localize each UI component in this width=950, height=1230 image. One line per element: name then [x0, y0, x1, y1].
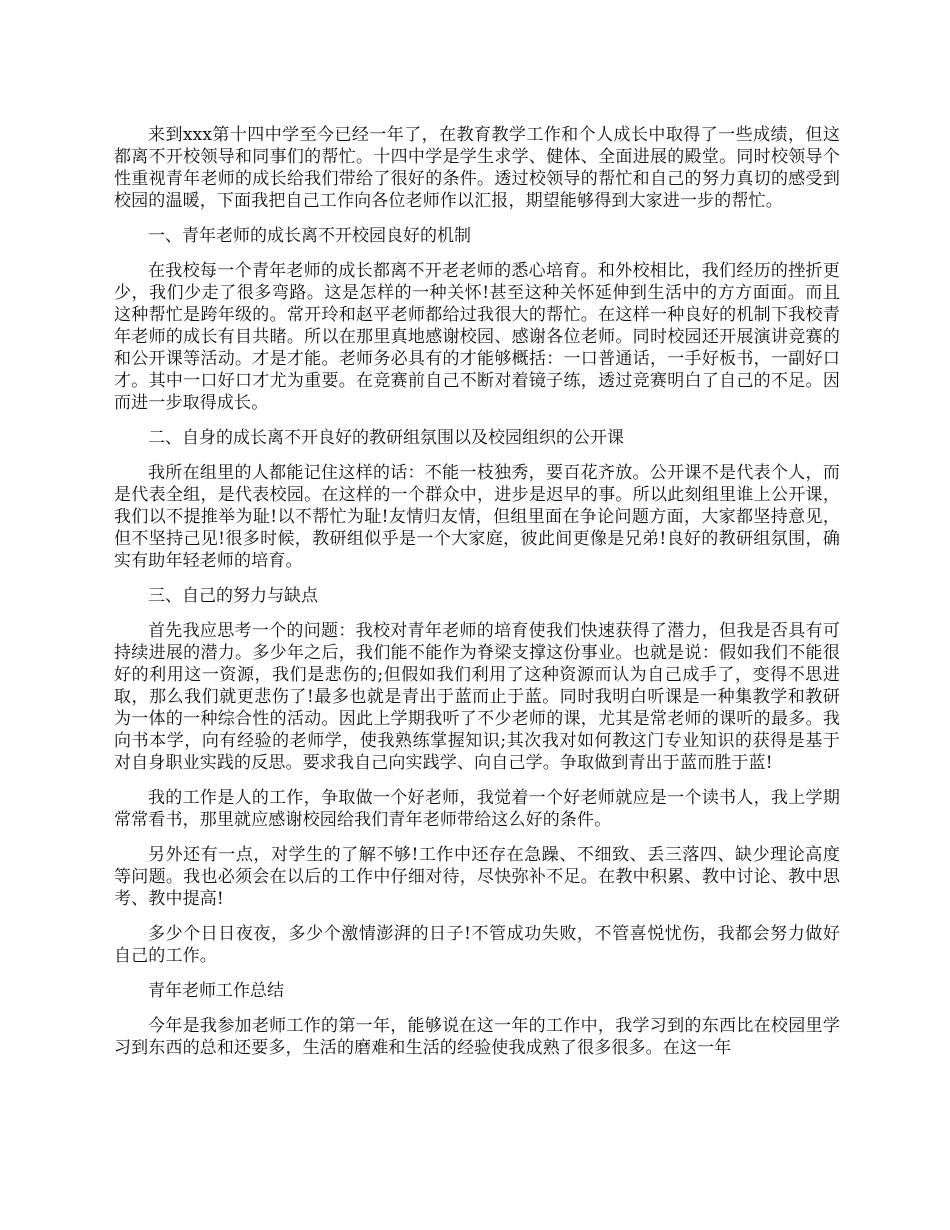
document-body — [114, 124, 840, 1072]
section-heading-1: 一、青年老师的成长离不开校园良好的机制 — [148, 226, 471, 246]
section-heading-3: 三、自己的努力与缺点 — [148, 586, 318, 606]
paragraph-section-3d: 多少个日日夜夜，多少个激情澎湃的日子!不管成功失败，不管喜悦忧伤，我都会努力做好自己的工作。 — [114, 924, 840, 966]
paragraph-section-1: 在我校每一个青年老师的成长都离不开老老师的悉心培育。和外校相比，我们经历的挫折更少，我们少走了很多弯路。这是怎样的一种关怀!甚至这种关怀延伸到生活中的方方面面。而且这种帮忙是跨年级的。常开玲和赵平老师都给过我很大的帮忙。在这样一种良好的机制下我校青年老师的成长有目共睹。所以在那里真地感谢校园、感谢各位老师。同时校园还开展演讲竞赛的和公开课等活动。才是才能。老师务必具有的才能够概括：一口普通话，一手好板书，一副好口才。其中一口好口才尤为重要。在竞赛前自己不断对着镜子练，透过竞赛明白了自己的不足。因而进一步取得成长。 — [114, 261, 840, 413]
paragraph-section-3c: 另外还有一点，对学生的了解不够!工作中还存在急躁、不细致、丢三落四、缺少理论高度等问题。我也必须会在以后的工作中仔细对待，尽快弥补不足。在教中积累、教中讨论、教中思考、教中提高! — [114, 845, 840, 909]
paragraph-summary: 今年是我参加老师工作的第一年，能够说在这一年的工作中，我学习到的东西比在校园里学习到东西的总和还要多，生活的磨难和生活的经验使我成熟了很多很多。在这一年 — [114, 1016, 840, 1058]
paragraph-intro: 来到xxx第十四中学至今已经一年了，在教育教学工作和个人成长中取得了一些成绩，但这都离不开校领导和同事们的帮忙。十四中学是学生求学、健体、全面进展的殿堂。同时校领导个性重视青年老师的成长给我们带给了很好的条件。透过校领导的帮忙和自己的努力真切的感受到校园的温暖，下面我把自己工作向各位老师作以汇报，期望能够得到大家进一步的帮忙。 — [114, 125, 840, 211]
paragraph-section-3a: 首先我应思考一个的问题：我校对青年老师的培育使我们快速获得了潜力，但我是否具有可持续进展的潜力。多少年之后，我们能不能作为脊梁支撑这份事业。也就是说：假如我们不能很好的利用这一资源，我们是悲伤的;但假如我们利用了这种资源而认为自己成手了，变得不思进取，那么我们就更悲伤了!最多也就是青出于蓝而止于蓝。同时我明白听课是一种集教学和教研为一体的一种综合性的活动。因此上学期我听了不少老师的课，尤其是常老师的课听的最多。我向书本学，向有经验的老师学，使我熟练掌握知识;其次我对如何教这门专业知识的获得是基于对自身职业实践的反思。要求我自己向实践学、向自己学。争取做到青出于蓝而胜于蓝! — [114, 621, 840, 773]
paragraph-section-3b: 我的工作是人的工作，争取做一个好老师，我觉着一个好老师就应是一个读书人，我上学期常常看书，那里就应感谢校园给我们青年老师带给这么好的条件。 — [114, 788, 840, 830]
paragraph-section-2: 我所在组里的人都能记住这样的话：不能一枝独秀，要百花齐放。公开课不是代表个人，而是代表全组，是代表校园。在这样的一个群众中，进步是迟早的事。所以此刻组里谁上公开课，我们以不提推举为耻!以不帮忙为耻!友情归友情，但组里面在争论问题方面，大家都坚持意见，但不坚持己见!很多时候，教研组似乎是一个大家庭，彼此间更像是兄弟!良好的教研组氛围，确实有助年轻老师的培育。 — [114, 463, 840, 571]
summary-heading: 青年老师工作总结 — [148, 981, 284, 1001]
section-heading-2: 二、自身的成长离不开良好的教研组氛围以及校园组织的公开课 — [148, 428, 624, 448]
